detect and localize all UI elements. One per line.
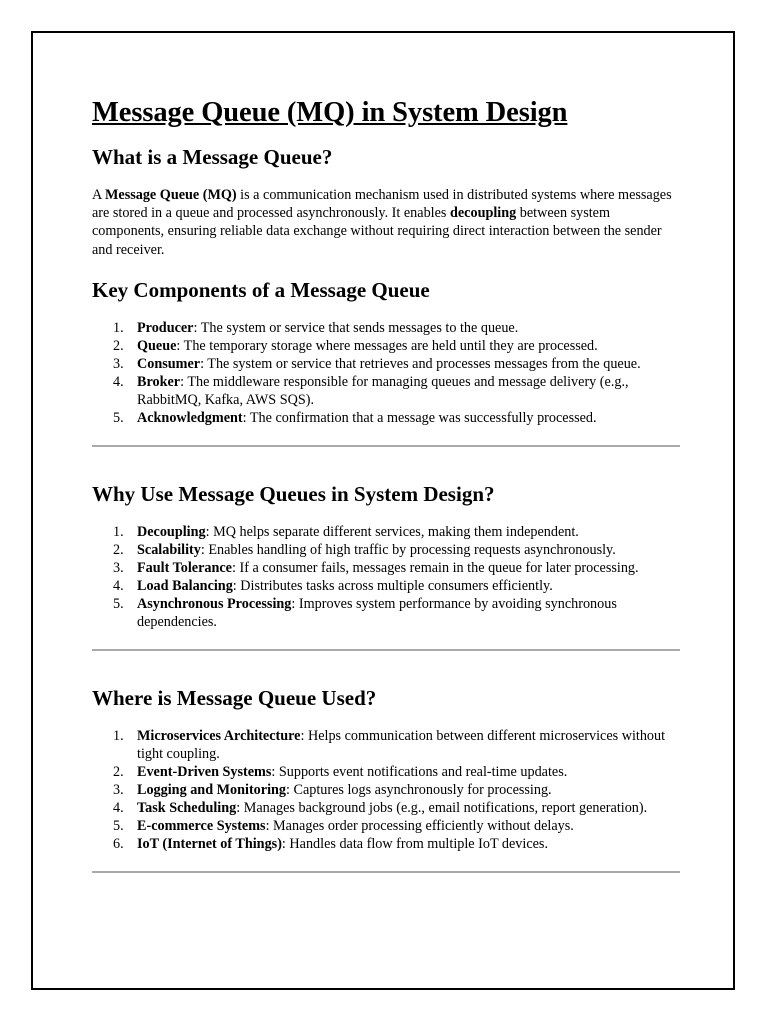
list-item: 4. Load Balancing: Distributes tasks across multiple consumers efficiently. [113, 577, 553, 594]
list-item: 5. E-commerce Systems: Manages order processing efficiently without delays. [113, 817, 574, 834]
heading-what-is-mq: What is a Message Queue? [92, 145, 333, 169]
heading-key-components: Key Components of a Message Queue [92, 277, 430, 302]
list-item: 3. Consumer: The system or service that retrieves and processes messages from the queue. [113, 355, 641, 372]
why-list [92, 523, 680, 631]
section-divider [92, 649, 680, 651]
components-list [92, 319, 680, 427]
where-list [92, 727, 680, 853]
list-item: 1. Producer: The system or service that sends messages to the queue. [113, 319, 519, 336]
list-item: 3. Fault Tolerance: If a consumer fails, messages remain in the queue for later processing. [113, 559, 639, 576]
list-item: 3. Logging and Monitoring: Captures logs asynchronously for processing. [113, 781, 552, 798]
list-item: 2. Scalability: Enables handling of high traffic by processing requests asynchronously. [113, 541, 616, 558]
document-title: Message Queue (MQ) in System Design [92, 97, 568, 128]
section-divider [92, 445, 680, 447]
list-item: 4. Task Scheduling: Manages background jobs (e.g., email notifications, report generation). [113, 799, 648, 816]
term-decoupling: decoupling [449, 205, 517, 222]
list-item: 4. Broker: The middleware responsible for managing queues and message delivery (e.g., RabbitMQ, Kafka, AWS SQS). [113, 373, 629, 408]
document-page [31, 31, 735, 990]
heading-why-use-mq: Why Use Message Queues in System Design? [92, 481, 495, 506]
section-divider [92, 871, 680, 873]
list-item: 2. Event-Driven Systems: Supports event notifications and real-time updates. [113, 763, 568, 780]
intro-paragraph: A Message Queue (MQ) is a communication mechanism used in distributed systems where messages are stored in a queue and processed asynchronously. It enables decoupling between system components, ensuring reliable data exchange without requiring direct interaction between the sender and receiver. [92, 187, 672, 258]
heading-where-used: Where is Message Queue Used? [92, 685, 377, 710]
list-item: 6. IoT (Internet of Things): Handles data flow from multiple IoT devices. [113, 835, 548, 852]
list-item: 5. Acknowledgment: The confirmation that a message was successfully processed. [113, 409, 597, 426]
term-message-queue: Message Queue (MQ) [105, 187, 237, 203]
list-item: 5. Asynchronous Processing: Improves system performance by avoiding synchronous dependencies. [113, 595, 617, 630]
list-item: 1. Microservices Architecture: Helps communication between different microservices without tight coupling. [113, 727, 666, 762]
list-item: 2. Queue: The temporary storage where messages are held until they are processed. [113, 337, 598, 354]
list-item: 1. Decoupling: MQ helps separate different services, making them independent. [113, 523, 579, 540]
document-content [92, 93, 680, 873]
